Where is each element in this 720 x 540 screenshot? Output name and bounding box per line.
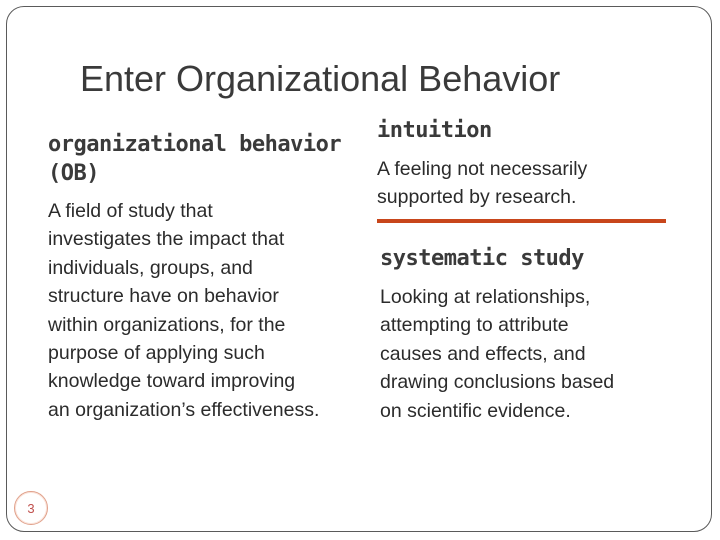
ob-definition-line: investigates the impact that (48, 228, 285, 251)
page-number-badge: 3 (14, 491, 48, 525)
ob-definition-line: individuals, groups, and (48, 256, 253, 279)
ob-definition (48, 197, 338, 424)
systematic-study-definition-line: drawing conclusions based (380, 371, 615, 394)
systematic-study-definition-line: causes and effects, and (380, 342, 586, 365)
ob-definition-line: structure have on behavior (48, 285, 279, 308)
systematic-study-definition-line: attempting to attribute (380, 314, 569, 337)
intuition-term: intuition (377, 118, 492, 143)
ob-definition-line: an organization’s effectiveness. (48, 398, 320, 421)
ob-definition-line: knowledge toward improving (48, 370, 296, 393)
slide-title: Enter Organizational Behavior (80, 58, 561, 99)
ob-term-line-2: (OB) (48, 161, 99, 186)
ob-term-line-1: organizational behavior (48, 132, 342, 157)
intuition-definition (377, 155, 657, 212)
section-divider (377, 219, 666, 223)
systematic-study-definition-line: on scientific evidence. (380, 399, 571, 422)
intuition-definition-line: supported by research. (377, 186, 577, 209)
systematic-study-definition (380, 283, 670, 425)
systematic-study-definition-line: Looking at relationships, (380, 286, 591, 308)
intuition-definition-line: A feeling not necessarily (377, 158, 588, 180)
ob-term (48, 130, 348, 188)
ob-definition-line: A field of study that (48, 200, 213, 222)
ob-definition-line: within organizations, for the (48, 313, 286, 336)
systematic-study-term: systematic study (380, 246, 584, 271)
ob-definition-line: purpose of applying such (48, 342, 265, 365)
